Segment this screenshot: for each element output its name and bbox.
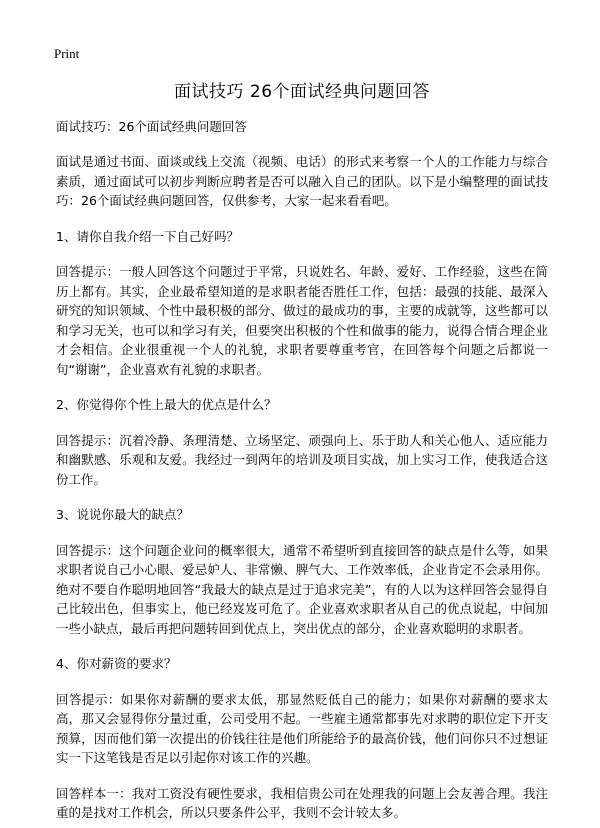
question-heading: 3、说说你最大的缺点？: [56, 507, 189, 522]
answer-paragraph: 回答提示：这个问题企业问的概率很大，通常不希望听到直接回答的缺点是什么等，如果求职者说自己小心眼、爱忌妒人、非常懒、脾气大、工作效率低，企业肯定不会录用你。绝对不要自作聪明地回答“我最大的缺点是过于追求完美”，有的人以为这样回答会显得自己比较出色，但事实上，他已经岌岌可危了。企业喜欢求职者从自己的优点说起，中间加一些小缺点，最后再把问题转回到优点上，突出优点的部分，企业喜欢聪明的求职者。: [56, 542, 548, 636]
question-heading: 1、请你自我介绍一下自己好吗？: [56, 228, 239, 244]
sample-answer-paragraph: 回答样本一：我对工资没有硬性要求，我相信贵公司在处理我的问题上会友善合理。我注重的是找对工作机会，所以只要条件公平，我则不会计较太多。: [56, 785, 548, 820]
article: [56, 80, 548, 823]
answer-paragraph: 回答提示：一般人回答这个问题过于平常，只说姓名、年龄、爱好、工作经验，这些在简历上都有。其实，企业最希望知道的是求职者能否胜任工作，包括：最强的技能、最深入研究的知识领域、个性中最积极的部分、做过的最成功的事，主要的成就等，这些都可以和学习无关，也可以和学习有关，但要突出积极的个性和做事的能力，说得合情合理企业才会相信。企业很重视一个人的礼貌，求职者要尊重考官，在回答每个问题之后都说一句“谢谢”，企业喜欢有礼貌的求职者。: [56, 264, 548, 377]
question-heading: 2、你觉得你个性上最大的优点是什么？: [56, 397, 277, 412]
answer-paragraph: 回答提示：如果你对薪酬的要求太低，那显然贬低自己的能力；如果你对薪酬的要求太高，那又会显得你分量过重，公司受用不起。一些雇主通常都事先对求聘的职位定下开支预算，因而他们第一次提出的价钱往往是他们所能给予的最高价钱，他们问你只不过想证实一下这笔钱是否足以引起你对该工作的兴趣。: [56, 691, 548, 765]
intro-paragraph: 面试是通过书面、面谈或线上交流（视频、电话）的形式来考察一个人的工作能力与综合素质，通过面试可以初步判断应聘者是否可以融入自己的团队。以下是小编整理的面试技巧：26个面试经典问题回答，仅供参考，大家一起来看看吧。: [56, 154, 548, 208]
answer-paragraph: 回答提示：沉着冷静、条理清楚、立场坚定、顽强向上、乐于助人和关心他人、适应能力和幽默感、乐观和友爱。我经过一到两年的培训及项目实战，加上实习工作，使我适合这份工作。: [56, 432, 548, 487]
page-title: 面试技巧 26个面试经典问题回答: [173, 82, 431, 102]
article-subtitle: 面试技巧：26个面试经典问题回答: [56, 119, 247, 134]
print-link[interactable]: Print: [54, 46, 80, 61]
question-heading: 4、你对薪资的要求？: [56, 656, 177, 671]
